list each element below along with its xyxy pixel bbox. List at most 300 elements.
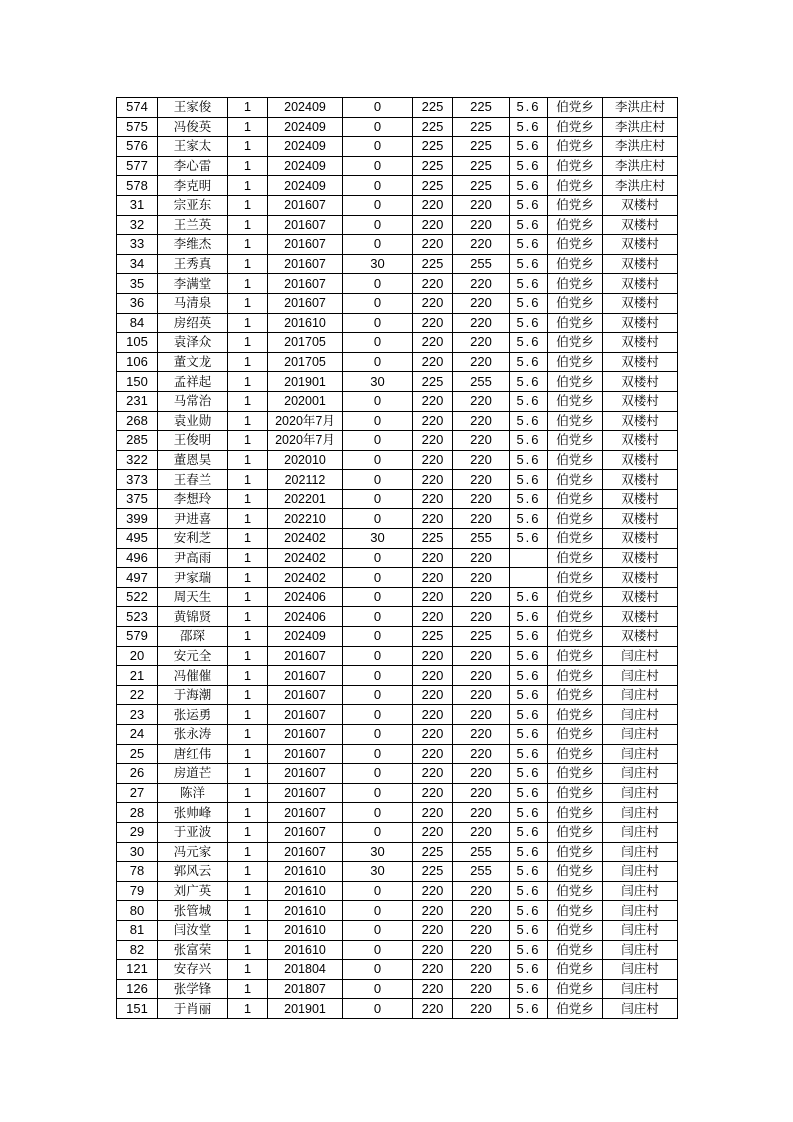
- town-cell: 伯党乡: [548, 705, 603, 725]
- name-cell: 袁泽众: [158, 333, 228, 353]
- rate-cell: 5.6: [510, 293, 548, 313]
- start-month-cell: 202409: [268, 156, 343, 176]
- start-month-cell: 202409: [268, 98, 343, 118]
- serial-number-cell: 22: [117, 685, 158, 705]
- town-cell: 伯党乡: [548, 725, 603, 745]
- start-month-cell: 2020年7月: [268, 411, 343, 431]
- town-cell: 伯党乡: [548, 822, 603, 842]
- household-count-cell: 1: [228, 195, 268, 215]
- extra-amount-cell: 0: [343, 783, 413, 803]
- serial-number-cell: 36: [117, 293, 158, 313]
- rate-cell: [510, 548, 548, 568]
- rate-cell: 5.6: [510, 783, 548, 803]
- village-cell: 双楼村: [603, 254, 678, 274]
- start-month-cell: 201607: [268, 744, 343, 764]
- rate-cell: 5.6: [510, 862, 548, 882]
- start-month-cell: 201607: [268, 254, 343, 274]
- total-amount-cell: 220: [453, 391, 510, 411]
- total-amount-cell: 220: [453, 470, 510, 490]
- total-amount-cell: 220: [453, 685, 510, 705]
- extra-amount-cell: 0: [343, 979, 413, 999]
- rate-cell: 5.6: [510, 803, 548, 823]
- total-amount-cell: 255: [453, 529, 510, 549]
- name-cell: 马清泉: [158, 293, 228, 313]
- table-row: [117, 137, 678, 157]
- town-cell: 伯党乡: [548, 881, 603, 901]
- household-count-cell: 1: [228, 470, 268, 490]
- village-cell: 李洪庄村: [603, 137, 678, 157]
- village-cell: 双楼村: [603, 470, 678, 490]
- name-cell: 张永涛: [158, 725, 228, 745]
- town-cell: 伯党乡: [548, 333, 603, 353]
- name-cell: 王春兰: [158, 470, 228, 490]
- table-row: [117, 568, 678, 588]
- town-cell: 伯党乡: [548, 627, 603, 647]
- name-cell: 安元全: [158, 646, 228, 666]
- table-row: [117, 999, 678, 1019]
- base-amount-cell: 220: [413, 822, 453, 842]
- village-cell: 李洪庄村: [603, 176, 678, 196]
- village-cell: 双楼村: [603, 195, 678, 215]
- town-cell: 伯党乡: [548, 568, 603, 588]
- total-amount-cell: 220: [453, 901, 510, 921]
- table-row: [117, 254, 678, 274]
- table-row: [117, 293, 678, 313]
- town-cell: 伯党乡: [548, 489, 603, 509]
- extra-amount-cell: 0: [343, 215, 413, 235]
- start-month-cell: 202201: [268, 489, 343, 509]
- start-month-cell: 201607: [268, 235, 343, 255]
- household-count-cell: 1: [228, 489, 268, 509]
- town-cell: 伯党乡: [548, 352, 603, 372]
- serial-number-cell: 575: [117, 117, 158, 137]
- start-month-cell: 201610: [268, 313, 343, 333]
- base-amount-cell: 220: [413, 391, 453, 411]
- name-cell: 李满堂: [158, 274, 228, 294]
- base-amount-cell: 220: [413, 901, 453, 921]
- serial-number-cell: 31: [117, 195, 158, 215]
- village-cell: 双楼村: [603, 529, 678, 549]
- serial-number-cell: 578: [117, 176, 158, 196]
- total-amount-cell: 220: [453, 568, 510, 588]
- household-count-cell: 1: [228, 920, 268, 940]
- rate-cell: 5.6: [510, 215, 548, 235]
- town-cell: 伯党乡: [548, 509, 603, 529]
- extra-amount-cell: 0: [343, 646, 413, 666]
- village-cell: 双楼村: [603, 411, 678, 431]
- base-amount-cell: 220: [413, 725, 453, 745]
- total-amount-cell: 220: [453, 979, 510, 999]
- village-cell: 闫庄村: [603, 842, 678, 862]
- name-cell: 安利芝: [158, 529, 228, 549]
- household-count-cell: 1: [228, 881, 268, 901]
- serial-number-cell: 23: [117, 705, 158, 725]
- name-cell: 王秀真: [158, 254, 228, 274]
- total-amount-cell: 220: [453, 999, 510, 1019]
- serial-number-cell: 579: [117, 627, 158, 647]
- rate-cell: 5.6: [510, 725, 548, 745]
- household-count-cell: 1: [228, 764, 268, 784]
- extra-amount-cell: 0: [343, 235, 413, 255]
- household-count-cell: 1: [228, 999, 268, 1019]
- table-row: [117, 685, 678, 705]
- table-row: [117, 372, 678, 392]
- extra-amount-cell: 30: [343, 842, 413, 862]
- total-amount-cell: 225: [453, 98, 510, 118]
- name-cell: 邵琛: [158, 627, 228, 647]
- rate-cell: 5.6: [510, 195, 548, 215]
- table-row: [117, 274, 678, 294]
- start-month-cell: 201607: [268, 764, 343, 784]
- name-cell: 王俊明: [158, 431, 228, 451]
- household-count-cell: 1: [228, 744, 268, 764]
- village-cell: 双楼村: [603, 293, 678, 313]
- extra-amount-cell: 30: [343, 372, 413, 392]
- village-cell: 双楼村: [603, 215, 678, 235]
- name-cell: 冯催催: [158, 666, 228, 686]
- base-amount-cell: 225: [413, 98, 453, 118]
- total-amount-cell: 220: [453, 783, 510, 803]
- town-cell: 伯党乡: [548, 842, 603, 862]
- village-cell: 闫庄村: [603, 862, 678, 882]
- table-row: [117, 489, 678, 509]
- start-month-cell: 202402: [268, 548, 343, 568]
- rate-cell: 5.6: [510, 391, 548, 411]
- name-cell: 董文龙: [158, 352, 228, 372]
- total-amount-cell: 220: [453, 313, 510, 333]
- rate-cell: 5.6: [510, 156, 548, 176]
- table-row: [117, 470, 678, 490]
- name-cell: 张运勇: [158, 705, 228, 725]
- name-cell: 于海潮: [158, 685, 228, 705]
- extra-amount-cell: 0: [343, 333, 413, 353]
- extra-amount-cell: 0: [343, 607, 413, 627]
- start-month-cell: 201610: [268, 920, 343, 940]
- extra-amount-cell: 0: [343, 548, 413, 568]
- base-amount-cell: 220: [413, 960, 453, 980]
- rate-cell: 5.6: [510, 940, 548, 960]
- table-row: [117, 411, 678, 431]
- base-amount-cell: 220: [413, 548, 453, 568]
- table-row: [117, 176, 678, 196]
- extra-amount-cell: 0: [343, 450, 413, 470]
- village-cell: 闫庄村: [603, 901, 678, 921]
- extra-amount-cell: 0: [343, 960, 413, 980]
- serial-number-cell: 28: [117, 803, 158, 823]
- village-cell: 李洪庄村: [603, 98, 678, 118]
- total-amount-cell: 220: [453, 744, 510, 764]
- total-amount-cell: 255: [453, 254, 510, 274]
- extra-amount-cell: 0: [343, 391, 413, 411]
- town-cell: 伯党乡: [548, 960, 603, 980]
- start-month-cell: 201607: [268, 842, 343, 862]
- household-count-cell: 1: [228, 431, 268, 451]
- serial-number-cell: 373: [117, 470, 158, 490]
- table-row: [117, 607, 678, 627]
- town-cell: 伯党乡: [548, 293, 603, 313]
- start-month-cell: 201607: [268, 666, 343, 686]
- total-amount-cell: 255: [453, 862, 510, 882]
- extra-amount-cell: 0: [343, 470, 413, 490]
- household-count-cell: 1: [228, 960, 268, 980]
- rate-cell: 5.6: [510, 960, 548, 980]
- rate-cell: 5.6: [510, 137, 548, 157]
- total-amount-cell: 220: [453, 607, 510, 627]
- start-month-cell: 201610: [268, 901, 343, 921]
- table-row: [117, 587, 678, 607]
- household-count-cell: 1: [228, 548, 268, 568]
- name-cell: 李想玲: [158, 489, 228, 509]
- rate-cell: 5.6: [510, 509, 548, 529]
- town-cell: 伯党乡: [548, 744, 603, 764]
- rate-cell: 5.6: [510, 822, 548, 842]
- table-row: [117, 352, 678, 372]
- serial-number-cell: 231: [117, 391, 158, 411]
- start-month-cell: 202402: [268, 568, 343, 588]
- town-cell: 伯党乡: [548, 176, 603, 196]
- extra-amount-cell: 0: [343, 920, 413, 940]
- table-row: [117, 431, 678, 451]
- town-cell: 伯党乡: [548, 372, 603, 392]
- household-count-cell: 1: [228, 803, 268, 823]
- household-count-cell: 1: [228, 411, 268, 431]
- extra-amount-cell: 0: [343, 725, 413, 745]
- name-cell: 董恩昊: [158, 450, 228, 470]
- start-month-cell: 201610: [268, 940, 343, 960]
- serial-number-cell: 78: [117, 862, 158, 882]
- extra-amount-cell: 0: [343, 627, 413, 647]
- rate-cell: 5.6: [510, 176, 548, 196]
- table-body: [117, 98, 678, 1019]
- start-month-cell: 201804: [268, 960, 343, 980]
- household-count-cell: 1: [228, 156, 268, 176]
- name-cell: 尹进喜: [158, 509, 228, 529]
- household-count-cell: 1: [228, 176, 268, 196]
- table-row: [117, 391, 678, 411]
- town-cell: 伯党乡: [548, 940, 603, 960]
- extra-amount-cell: 30: [343, 529, 413, 549]
- base-amount-cell: 220: [413, 509, 453, 529]
- extra-amount-cell: 0: [343, 411, 413, 431]
- base-amount-cell: 220: [413, 235, 453, 255]
- village-cell: 双楼村: [603, 431, 678, 451]
- start-month-cell: 202112: [268, 470, 343, 490]
- start-month-cell: 202409: [268, 627, 343, 647]
- total-amount-cell: 225: [453, 627, 510, 647]
- name-cell: 郭风云: [158, 862, 228, 882]
- total-amount-cell: 220: [453, 725, 510, 745]
- household-count-cell: 1: [228, 117, 268, 137]
- base-amount-cell: 220: [413, 940, 453, 960]
- start-month-cell: 201607: [268, 195, 343, 215]
- base-amount-cell: 220: [413, 744, 453, 764]
- town-cell: 伯党乡: [548, 254, 603, 274]
- village-cell: 闫庄村: [603, 979, 678, 999]
- name-cell: 李克明: [158, 176, 228, 196]
- total-amount-cell: 220: [453, 352, 510, 372]
- rate-cell: 5.6: [510, 666, 548, 686]
- name-cell: 张帅峰: [158, 803, 228, 823]
- village-cell: 双楼村: [603, 235, 678, 255]
- extra-amount-cell: 0: [343, 137, 413, 157]
- town-cell: 伯党乡: [548, 646, 603, 666]
- serial-number-cell: 34: [117, 254, 158, 274]
- extra-amount-cell: 0: [343, 764, 413, 784]
- table-row: [117, 313, 678, 333]
- village-cell: 双楼村: [603, 313, 678, 333]
- village-cell: 双楼村: [603, 568, 678, 588]
- town-cell: 伯党乡: [548, 666, 603, 686]
- village-cell: 双楼村: [603, 333, 678, 353]
- serial-number-cell: 574: [117, 98, 158, 118]
- total-amount-cell: 225: [453, 156, 510, 176]
- base-amount-cell: 220: [413, 881, 453, 901]
- serial-number-cell: 82: [117, 940, 158, 960]
- total-amount-cell: 220: [453, 587, 510, 607]
- total-amount-cell: 220: [453, 274, 510, 294]
- start-month-cell: 202406: [268, 607, 343, 627]
- serial-number-cell: 30: [117, 842, 158, 862]
- total-amount-cell: 225: [453, 176, 510, 196]
- extra-amount-cell: 0: [343, 352, 413, 372]
- serial-number-cell: 495: [117, 529, 158, 549]
- start-month-cell: 201607: [268, 705, 343, 725]
- table-row: [117, 548, 678, 568]
- rate-cell: 5.6: [510, 411, 548, 431]
- village-cell: 闫庄村: [603, 822, 678, 842]
- household-count-cell: 1: [228, 529, 268, 549]
- total-amount-cell: 220: [453, 822, 510, 842]
- serial-number-cell: 33: [117, 235, 158, 255]
- table-row: [117, 156, 678, 176]
- extra-amount-cell: 0: [343, 98, 413, 118]
- start-month-cell: 201705: [268, 352, 343, 372]
- village-cell: 双楼村: [603, 509, 678, 529]
- rate-cell: 5.6: [510, 489, 548, 509]
- extra-amount-cell: 0: [343, 117, 413, 137]
- name-cell: 王兰英: [158, 215, 228, 235]
- name-cell: 于肖丽: [158, 999, 228, 1019]
- rate-cell: 5.6: [510, 470, 548, 490]
- base-amount-cell: 225: [413, 862, 453, 882]
- total-amount-cell: 220: [453, 195, 510, 215]
- rate-cell: 5.6: [510, 685, 548, 705]
- town-cell: 伯党乡: [548, 450, 603, 470]
- village-cell: 李洪庄村: [603, 156, 678, 176]
- town-cell: 伯党乡: [548, 999, 603, 1019]
- serial-number-cell: 126: [117, 979, 158, 999]
- serial-number-cell: 25: [117, 744, 158, 764]
- total-amount-cell: 220: [453, 450, 510, 470]
- serial-number-cell: 522: [117, 587, 158, 607]
- base-amount-cell: 225: [413, 842, 453, 862]
- town-cell: 伯党乡: [548, 529, 603, 549]
- name-cell: 黄锦贤: [158, 607, 228, 627]
- extra-amount-cell: 0: [343, 940, 413, 960]
- name-cell: 房绍英: [158, 313, 228, 333]
- town-cell: 伯党乡: [548, 411, 603, 431]
- base-amount-cell: 220: [413, 803, 453, 823]
- start-month-cell: 202409: [268, 117, 343, 137]
- base-amount-cell: 220: [413, 920, 453, 940]
- table-row: [117, 117, 678, 137]
- name-cell: 李心雷: [158, 156, 228, 176]
- household-count-cell: 1: [228, 607, 268, 627]
- household-count-cell: 1: [228, 568, 268, 588]
- village-cell: 闫庄村: [603, 705, 678, 725]
- extra-amount-cell: 0: [343, 313, 413, 333]
- table-row: [117, 666, 678, 686]
- rate-cell: 5.6: [510, 744, 548, 764]
- household-count-cell: 1: [228, 254, 268, 274]
- base-amount-cell: 225: [413, 137, 453, 157]
- start-month-cell: 201807: [268, 979, 343, 999]
- extra-amount-cell: 0: [343, 685, 413, 705]
- base-amount-cell: 220: [413, 411, 453, 431]
- base-amount-cell: 220: [413, 431, 453, 451]
- total-amount-cell: 220: [453, 411, 510, 431]
- household-count-cell: 1: [228, 293, 268, 313]
- extra-amount-cell: 0: [343, 509, 413, 529]
- total-amount-cell: 220: [453, 235, 510, 255]
- rate-cell: 5.6: [510, 979, 548, 999]
- rate-cell: 5.6: [510, 98, 548, 118]
- serial-number-cell: 375: [117, 489, 158, 509]
- table-row: [117, 764, 678, 784]
- start-month-cell: 201607: [268, 783, 343, 803]
- name-cell: 张富荣: [158, 940, 228, 960]
- base-amount-cell: 220: [413, 313, 453, 333]
- table-row: [117, 803, 678, 823]
- town-cell: 伯党乡: [548, 803, 603, 823]
- town-cell: 伯党乡: [548, 764, 603, 784]
- household-count-cell: 1: [228, 979, 268, 999]
- start-month-cell: 201607: [268, 646, 343, 666]
- total-amount-cell: 220: [453, 646, 510, 666]
- household-count-cell: 1: [228, 783, 268, 803]
- extra-amount-cell: 0: [343, 901, 413, 921]
- total-amount-cell: 220: [453, 960, 510, 980]
- rate-cell: 5.6: [510, 529, 548, 549]
- name-cell: 王家俊: [158, 98, 228, 118]
- town-cell: 伯党乡: [548, 195, 603, 215]
- rate-cell: 5.6: [510, 333, 548, 353]
- start-month-cell: 202406: [268, 587, 343, 607]
- start-month-cell: 201705: [268, 333, 343, 353]
- base-amount-cell: 220: [413, 195, 453, 215]
- total-amount-cell: 255: [453, 842, 510, 862]
- table-row: [117, 705, 678, 725]
- total-amount-cell: 220: [453, 548, 510, 568]
- serial-number-cell: 105: [117, 333, 158, 353]
- extra-amount-cell: 0: [343, 489, 413, 509]
- total-amount-cell: 220: [453, 293, 510, 313]
- name-cell: 房道芒: [158, 764, 228, 784]
- table-row: [117, 862, 678, 882]
- household-count-cell: 1: [228, 725, 268, 745]
- town-cell: 伯党乡: [548, 979, 603, 999]
- extra-amount-cell: 0: [343, 274, 413, 294]
- town-cell: 伯党乡: [548, 117, 603, 137]
- serial-number-cell: 80: [117, 901, 158, 921]
- town-cell: 伯党乡: [548, 274, 603, 294]
- start-month-cell: 2020年7月: [268, 431, 343, 451]
- serial-number-cell: 399: [117, 509, 158, 529]
- serial-number-cell: 35: [117, 274, 158, 294]
- rate-cell: 5.6: [510, 431, 548, 451]
- base-amount-cell: 225: [413, 176, 453, 196]
- rate-cell: 5.6: [510, 999, 548, 1019]
